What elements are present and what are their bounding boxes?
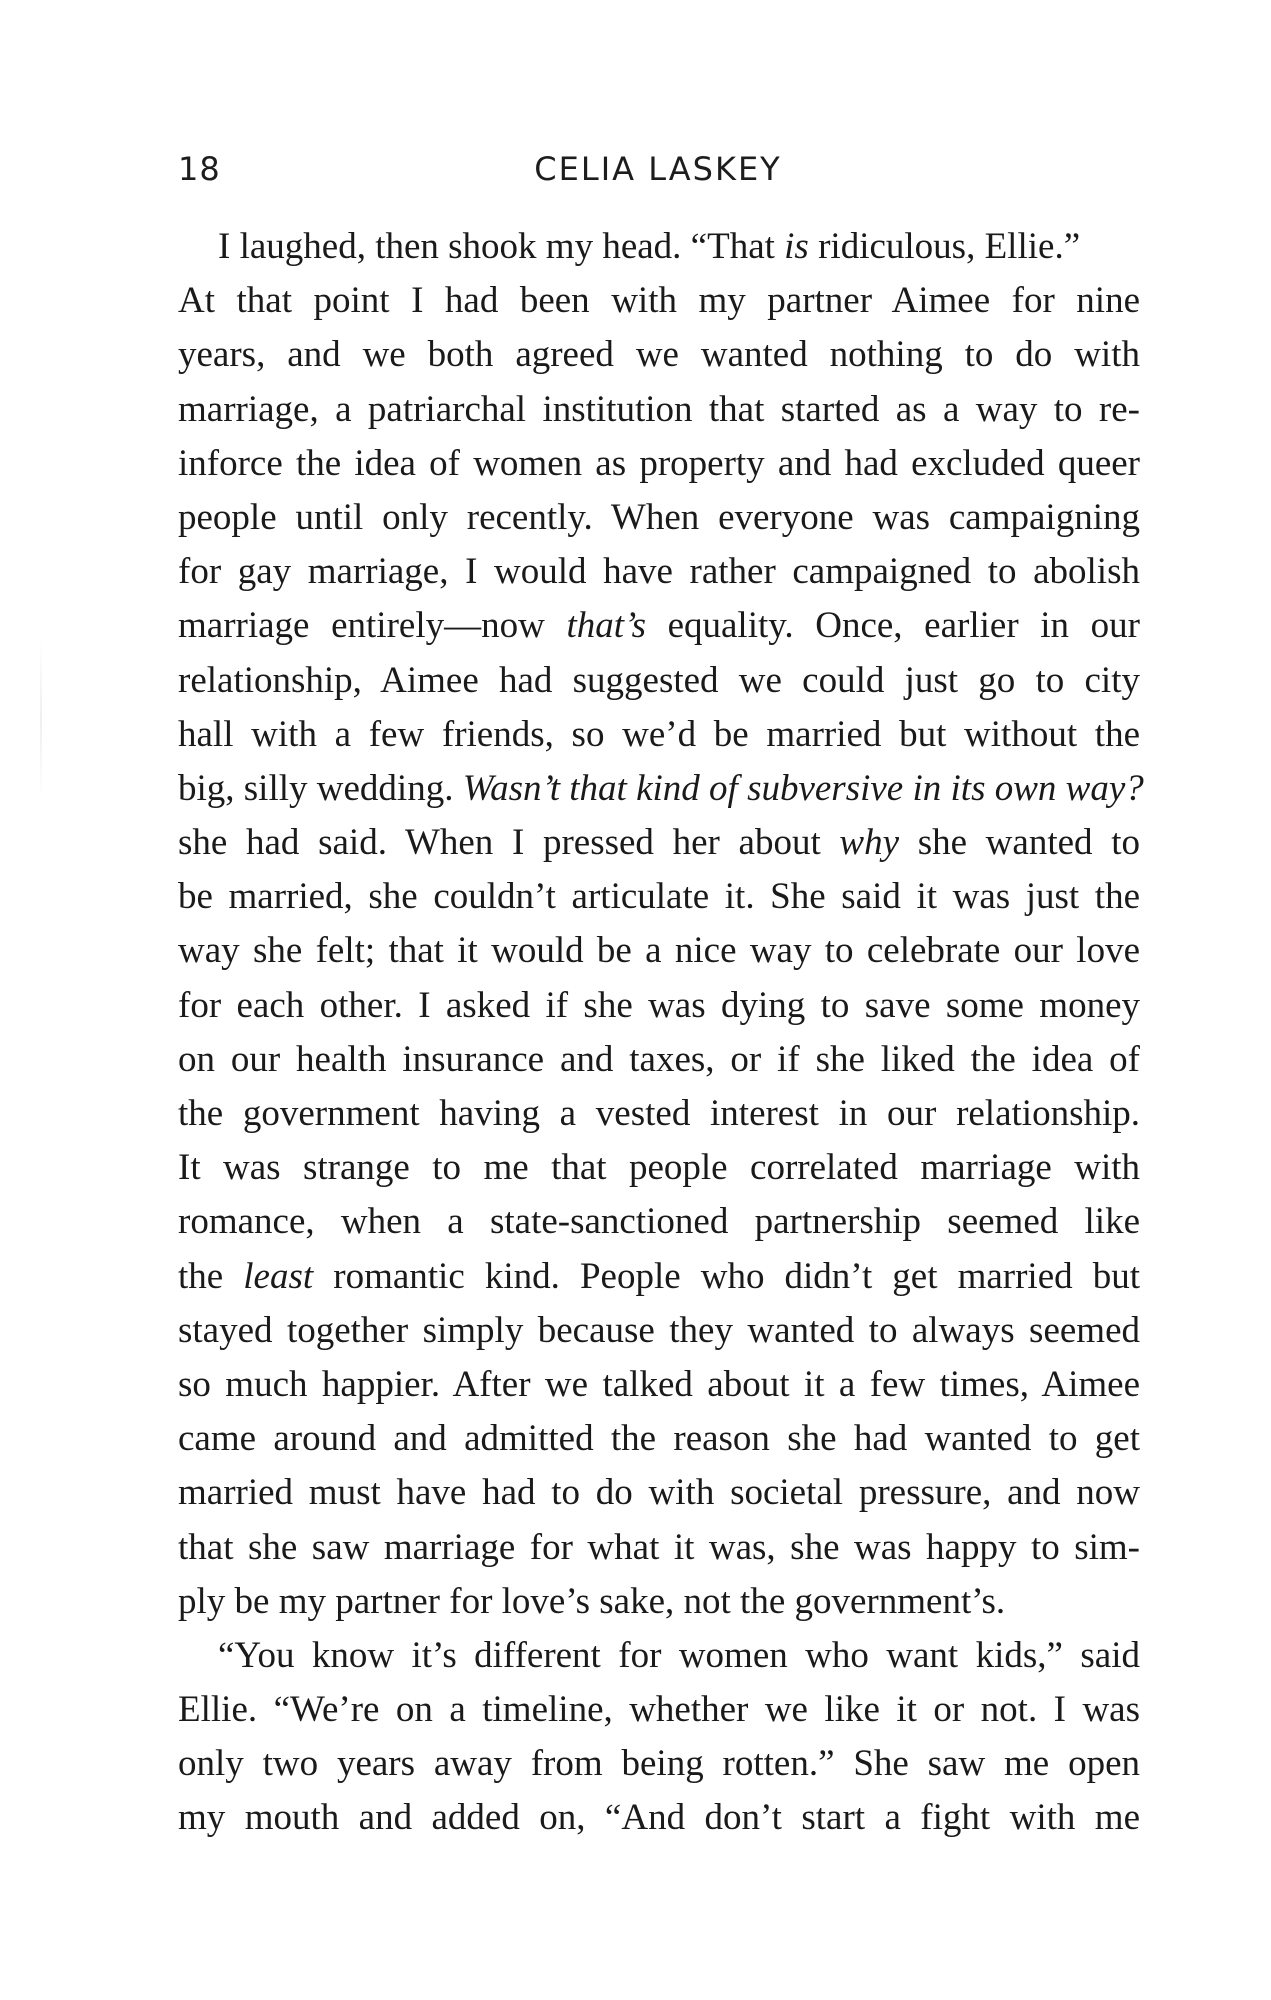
body-text <box>178 220 1144 1846</box>
text-line: so much happier. After we talked about it a few times, Aimee <box>178 1363 1140 1405</box>
text-line: hall with a few friends, so we’d be married but without the <box>178 713 1140 755</box>
text-line: came around and admitted the reason she had wanted to get <box>178 1418 1140 1460</box>
text-line: I laughed, then shook my head. “That is ridiculous, Ellie.” <box>218 226 1081 267</box>
text-line: big, silly wedding. Wasn’t that kind of subversive in its own way? <box>178 767 1144 809</box>
text-line: “You know it’s different for women who want kids,” said <box>218 1634 1140 1676</box>
text-line: marriage, a patriarchal institution that started as a way to re- <box>178 388 1140 430</box>
text-line: At that point I had been with my partner Aimee for nine <box>178 280 1140 322</box>
text-line: on our health insurance and taxes, or if she liked the idea of <box>178 1038 1140 1080</box>
text-line: for each other. I asked if she was dying to save some money <box>178 984 1140 1026</box>
text-line: married must have had to do with societal pressure, and now <box>178 1472 1140 1514</box>
text-line: the least romantic kind. People who didn’t get married but <box>178 1255 1140 1297</box>
text-line: be married, she couldn’t articulate it. She said it was just the <box>178 876 1140 918</box>
text-line: years, and we both agreed we wanted nothing to do with <box>178 334 1140 376</box>
text-line: she had said. When I pressed her about why she wanted to <box>178 822 1140 864</box>
running-head-author: CELIA LASKEY <box>534 150 782 188</box>
text-line: It was strange to me that people correlated marriage with <box>178 1147 1140 1189</box>
text-line: Ellie. “We’re on a timeline, whether we like it or not. I was <box>178 1689 1140 1731</box>
text-line: my mouth and added on, “And don’t start a fight with me <box>178 1797 1140 1839</box>
text-line: romance, when a state-sanctioned partnership seemed like <box>178 1201 1140 1243</box>
page-number: 18 <box>178 150 221 188</box>
text-line: marriage entirely—now that’s equality. Once, earlier in our <box>178 605 1140 647</box>
text-line: that she saw marriage for what it was, she was happy to sim- <box>178 1526 1140 1568</box>
scan-shadow <box>40 640 42 800</box>
text-line: way she felt; that it would be a nice way to celebrate our love <box>178 930 1140 972</box>
text-line: only two years away from being rotten.” She saw me open <box>178 1743 1140 1785</box>
text-line: the government having a vested interest in our relationship. <box>178 1093 1140 1134</box>
text-line: people until only recently. When everyone was campaigning <box>178 496 1140 538</box>
text-line: stayed together simply because they wanted to always seemed <box>178 1309 1140 1351</box>
text-line: inforce the idea of women as property and had excluded queer <box>178 442 1140 484</box>
text-line: for gay marriage, I would have rather campaigned to abolish <box>178 551 1140 593</box>
text-line: relationship, Aimee had suggested we could just go to city <box>178 659 1140 701</box>
page-header <box>178 150 1138 200</box>
text-line: ply be my partner for love’s sake, not the government’s. <box>178 1580 1006 1622</box>
